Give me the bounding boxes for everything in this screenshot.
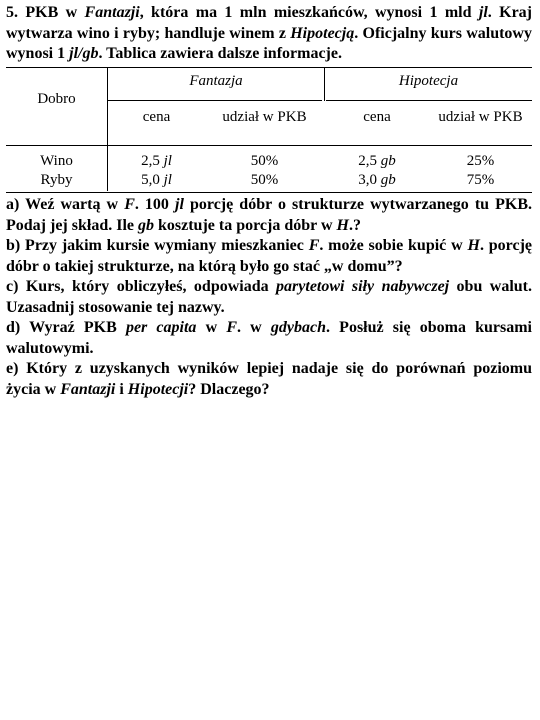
question-italic: Fantazji (60, 380, 116, 398)
question-italic: parytetowi siły nabywczej (276, 278, 450, 295)
row-wino-dobro: Wino (40, 153, 73, 169)
row-ryby-udzial-f: 50% (250, 172, 279, 188)
question-c (6, 277, 532, 318)
question-text: i (115, 380, 128, 398)
question-italic: gdybach (270, 319, 326, 336)
intro-text: 5. PKB w (6, 4, 85, 21)
question-a (6, 195, 532, 236)
question-text: b) Przy jakim kursie wymiany mieszkaniec (6, 237, 309, 254)
row-wino-cena-h (325, 151, 429, 171)
problem-intro (6, 3, 532, 65)
intro-text: . Tablica zawiera dalsze informacje. (98, 45, 342, 62)
table-divider (326, 100, 532, 101)
intro-text: . Kraj wytwarza wino i ryby; handluje winem z (6, 4, 533, 42)
country-fantazja: Fantazji (84, 4, 140, 21)
question-text: d) Wyraź PKB (6, 319, 126, 336)
price-value: 2,5 (141, 153, 160, 169)
data-table (6, 67, 532, 193)
row-wino-udzial-h: 25% (466, 153, 495, 169)
question-italic: H (336, 216, 349, 234)
header-cena-hipotecja: cena (363, 109, 391, 125)
question-italic: F (124, 196, 135, 213)
question-text: . Posłuż się oboma kursami walutowymi. (6, 319, 533, 357)
question-italic: gb (138, 216, 154, 234)
header-hipotecja: Hipotecja (398, 73, 459, 89)
question-text: . 100 (134, 196, 176, 213)
price-unit: jl (163, 172, 172, 188)
question-italic: F (308, 237, 320, 254)
row-wino-udzial-f: 50% (250, 153, 279, 169)
question-text: kosztuje ta porcja dóbr w (154, 216, 337, 234)
question-e (6, 359, 532, 400)
question-text: obu walut. Uzasadnij stosowanie tej nazwy. (6, 278, 533, 316)
question-text: porcję dóbr o strukturze wytwarzanego tu PKB. Podaj jej skład. Ile (6, 196, 533, 234)
row-ryby-dobro: Ryby (40, 172, 73, 188)
question-text: w (196, 319, 227, 336)
intro-text: . Oficjalny kurs walutowy wynosi 1 (6, 24, 532, 62)
country-hipotecja: Hipotecją (290, 24, 355, 42)
header-dobro: Dobro (37, 91, 76, 107)
question-italic: jl (175, 196, 184, 213)
question-text: . porcję dóbr o takiej strukturze, na którą było go stać „w domu”? (6, 237, 533, 275)
price-value: 2,5 (358, 153, 377, 169)
question-text: e) Który z uzyskanych wyników lepiej nadaje się do porównań poziomu życia w (6, 360, 532, 398)
question-italic: F (226, 319, 237, 336)
question-italic: Hipotecji (127, 380, 189, 398)
row-wino-cena-f (108, 151, 205, 171)
exchange-rate-unit: jl/gb (69, 45, 99, 62)
question-text: .? (348, 216, 361, 234)
header-udzial-hipotecja: udział w PKB (438, 109, 523, 125)
price-unit: jl (163, 153, 172, 169)
row-ryby-cena-h (325, 170, 429, 190)
question-text: . w (237, 319, 271, 336)
question-d (6, 318, 532, 359)
price-value: 3,0 (358, 172, 377, 188)
intro-text: , która ma 1 mln mieszkańców, wynosi 1 mld (139, 4, 479, 21)
table-divider (108, 100, 322, 101)
question-text: a) Weź wartą w (6, 196, 125, 213)
questions (6, 195, 532, 400)
question-text: . może sobie kupić w (319, 237, 468, 254)
row-ryby-cena-f (108, 170, 205, 190)
table-divider (6, 145, 532, 146)
header-cena-fantazja: cena (142, 109, 171, 125)
header-fantazja: Fantazja (189, 73, 243, 89)
question-b (6, 236, 532, 277)
question-italic: H (467, 237, 480, 254)
question-italic: per capita (125, 319, 197, 336)
question-text: c) Kurs, który obliczyłeś, odpowiada (6, 278, 277, 295)
price-unit: gb (380, 172, 396, 188)
price-value: 5,0 (141, 172, 160, 188)
row-ryby-udzial-h: 75% (466, 172, 495, 188)
currency-jl: jl (478, 4, 488, 21)
price-unit: gb (380, 153, 396, 169)
question-text: ? Dlaczego? (188, 380, 270, 398)
header-udzial-fantazja: udział w PKB (222, 109, 307, 125)
